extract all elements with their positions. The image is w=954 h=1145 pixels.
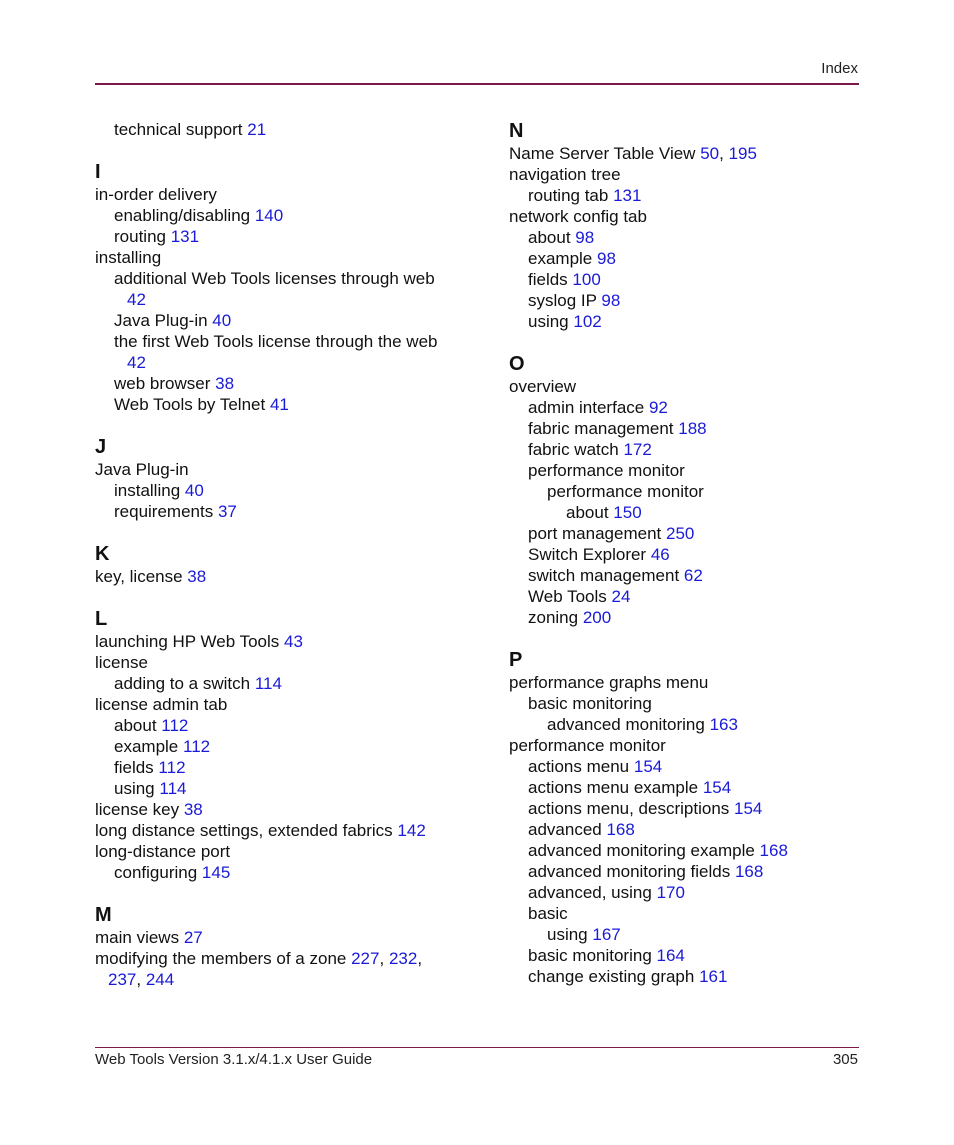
index-subentry: about 112 [114,716,189,735]
page-link[interactable]: 42 [127,353,146,372]
index-entry: license [95,653,148,672]
index-entry: in-order delivery [95,185,217,204]
index-subentry: web browser 38 [114,374,235,393]
index-entry: technical support 21 [114,120,267,139]
page-link[interactable]: 168 [734,862,764,881]
index-subentry: advanced, using 170 [528,883,685,902]
letter-heading-l: L [95,608,108,630]
page-link[interactable]: 145 [201,863,231,882]
page-link[interactable]: 250 [665,524,695,543]
letter-heading-p: P [509,649,523,671]
page-link[interactable]: 170 [656,883,685,902]
index-entry: long-distance port [95,842,231,861]
page-link[interactable]: 38 [183,800,203,819]
separator: , [417,949,423,968]
index-subentry: using 114 [114,779,187,798]
page-link[interactable]: 131 [170,227,200,246]
index-subentry: performance monitor [547,482,704,501]
index-continuation [95,969,485,990]
index-subentry: basic [528,904,568,923]
page-link[interactable]: 237 [108,970,137,989]
page-link[interactable]: 50 [700,144,720,163]
page-link[interactable]: 40 [212,311,232,330]
index-subentry: using 167 [547,925,621,944]
index-subentry: change existing graph 161 [528,967,728,986]
index-subentry: port management 250 [528,524,695,543]
page-link[interactable]: 188 [678,419,707,438]
page-link[interactable]: 168 [759,841,788,860]
index-entry: network config tab [509,207,647,226]
index-entry: Java Plug-in [95,460,189,479]
index-subentry: adding to a switch 114 [114,674,282,693]
page-link[interactable]: 43 [284,632,303,651]
page-link[interactable]: 41 [269,395,289,414]
page-link[interactable]: 38 [215,374,235,393]
page-link[interactable]: 42 [127,290,146,309]
page-link[interactable]: 92 [648,398,668,417]
index-subentry: advanced monitoring fields 168 [528,862,764,881]
page-link[interactable]: 114 [254,674,282,693]
page-link[interactable]: 62 [683,566,703,585]
index-column-right [509,119,859,987]
index-subentry: about 98 [528,228,595,247]
index-continuation [95,289,485,310]
page-link[interactable]: 98 [601,291,621,310]
index-subentry: fabric watch 172 [528,440,652,459]
index-subentry: performance monitor [528,461,685,480]
index-subentry: actions menu example 154 [528,778,732,797]
page-link[interactable]: 227 [351,949,380,968]
index-subentry: switch management 62 [528,566,703,585]
page-link[interactable]: 200 [582,608,612,627]
index-subentry: routing tab 131 [528,186,642,205]
index-subentry: routing 131 [114,227,200,246]
page-link[interactable]: 195 [728,144,757,163]
index-entry: performance graphs menu [509,673,709,692]
index-subentry: Web Tools 24 [528,587,631,606]
index-entry: overview [509,377,577,396]
page-link[interactable]: 154 [734,799,763,818]
index-subentry: advanced monitoring 163 [547,715,738,734]
index-subentry: basic monitoring [528,694,652,713]
page-link[interactable]: 154 [633,757,663,776]
page-link[interactable]: 114 [159,779,187,798]
page-link[interactable]: 100 [572,270,601,289]
page-link[interactable]: 232 [388,949,418,968]
index-subentry: requirements 37 [114,502,237,521]
page-link[interactable]: 40 [184,481,204,500]
index-subentry: fields 100 [528,270,601,289]
page-link[interactable]: 102 [573,312,602,331]
index-entry: main views 27 [95,928,203,947]
index-subentry: about 150 [566,503,642,522]
index-entry: launching HP Web Tools 43 [95,632,303,651]
index-entry: license key 38 [95,800,203,819]
letter-heading-j: J [95,436,107,458]
page-link[interactable]: 24 [611,587,631,606]
page-link[interactable]: 142 [397,821,426,840]
separator: , [379,949,385,968]
page-link[interactable]: 112 [158,758,186,777]
index-subentry: actions menu 154 [528,757,663,776]
page-link[interactable]: 163 [709,715,738,734]
letter-heading-o: O [509,353,525,375]
separator: , [719,144,724,163]
page-link[interactable]: 98 [575,228,595,247]
header-rule [95,83,859,85]
index-subentry: example 98 [528,249,616,268]
page-link[interactable]: 154 [702,778,732,797]
page-link[interactable]: 150 [613,503,642,522]
separator: , [136,970,142,989]
index-subentry: fields 112 [114,758,186,777]
index-entry: navigation tree [509,165,621,184]
index-entry: installing [95,248,162,267]
page-link[interactable]: 244 [145,970,175,989]
index-subentry: advanced 168 [528,820,635,839]
index-entry: Name Server Table View 50, 195 [509,144,757,163]
index-subentry: additional Web Tools licenses through web [114,269,435,288]
index-subentry: actions menu, descriptions 154 [528,799,763,818]
index-subentry: using 102 [528,312,602,331]
index-entry: performance monitor [509,736,666,755]
page-link[interactable]: 46 [650,545,670,564]
page-link[interactable]: 98 [597,249,616,268]
index-continuation [95,352,485,373]
index-subentry: advanced monitoring example 168 [528,841,788,860]
page-link[interactable]: 112 [161,716,189,735]
index-subentry: Java Plug-in 40 [114,311,232,330]
footer-title: Web Tools Version 3.1.x/4.1.x User Guide [95,1051,373,1068]
index-entry: long distance settings, extended fabrics 142 [95,821,426,840]
page-link[interactable]: 131 [613,186,642,205]
letter-heading-k: K [95,543,110,565]
index-subentry: installing 40 [114,481,204,500]
index-subentry: Web Tools by Telnet 41 [114,395,289,414]
page-link[interactable]: 168 [606,820,635,839]
index-subentry: enabling/disabling 140 [114,206,284,225]
index-column-left [95,119,485,990]
index-subentry: admin interface 92 [528,398,668,417]
page-link[interactable]: 21 [247,120,267,139]
page-link[interactable]: 38 [187,567,207,586]
index-subentry: the first Web Tools license through the web [114,332,438,351]
page-link[interactable]: 140 [254,206,284,225]
page-link[interactable]: 161 [699,967,728,986]
letter-heading-m: M [95,904,112,926]
page-number: 305 [832,1051,858,1068]
index-subentry: fabric management 188 [528,419,707,438]
index-subentry: basic monitoring 164 [528,946,685,965]
index-subentry: example 112 [114,737,211,756]
page-link[interactable]: 172 [623,440,652,459]
index-entry: modifying the members of a zone 227, 232, [95,949,423,968]
index-entry: key, license 38 [95,567,207,586]
page-link[interactable]: 164 [656,946,685,965]
index-subentry: zoning 200 [528,608,612,627]
page-link[interactable]: 27 [183,928,203,947]
index-subentry: Switch Explorer 46 [528,545,670,564]
page-link[interactable]: 37 [217,502,237,521]
index-subentry: syslog IP 98 [528,291,621,310]
letter-heading-i: I [95,161,101,183]
index-entry: license admin tab [95,695,228,714]
letter-heading-n: N [509,120,524,142]
running-header: Index [821,60,858,77]
page-link[interactable]: 112 [183,737,211,756]
footer-rule [95,1047,859,1048]
page-link[interactable]: 167 [592,925,621,944]
index-subentry: configuring 145 [114,863,231,882]
